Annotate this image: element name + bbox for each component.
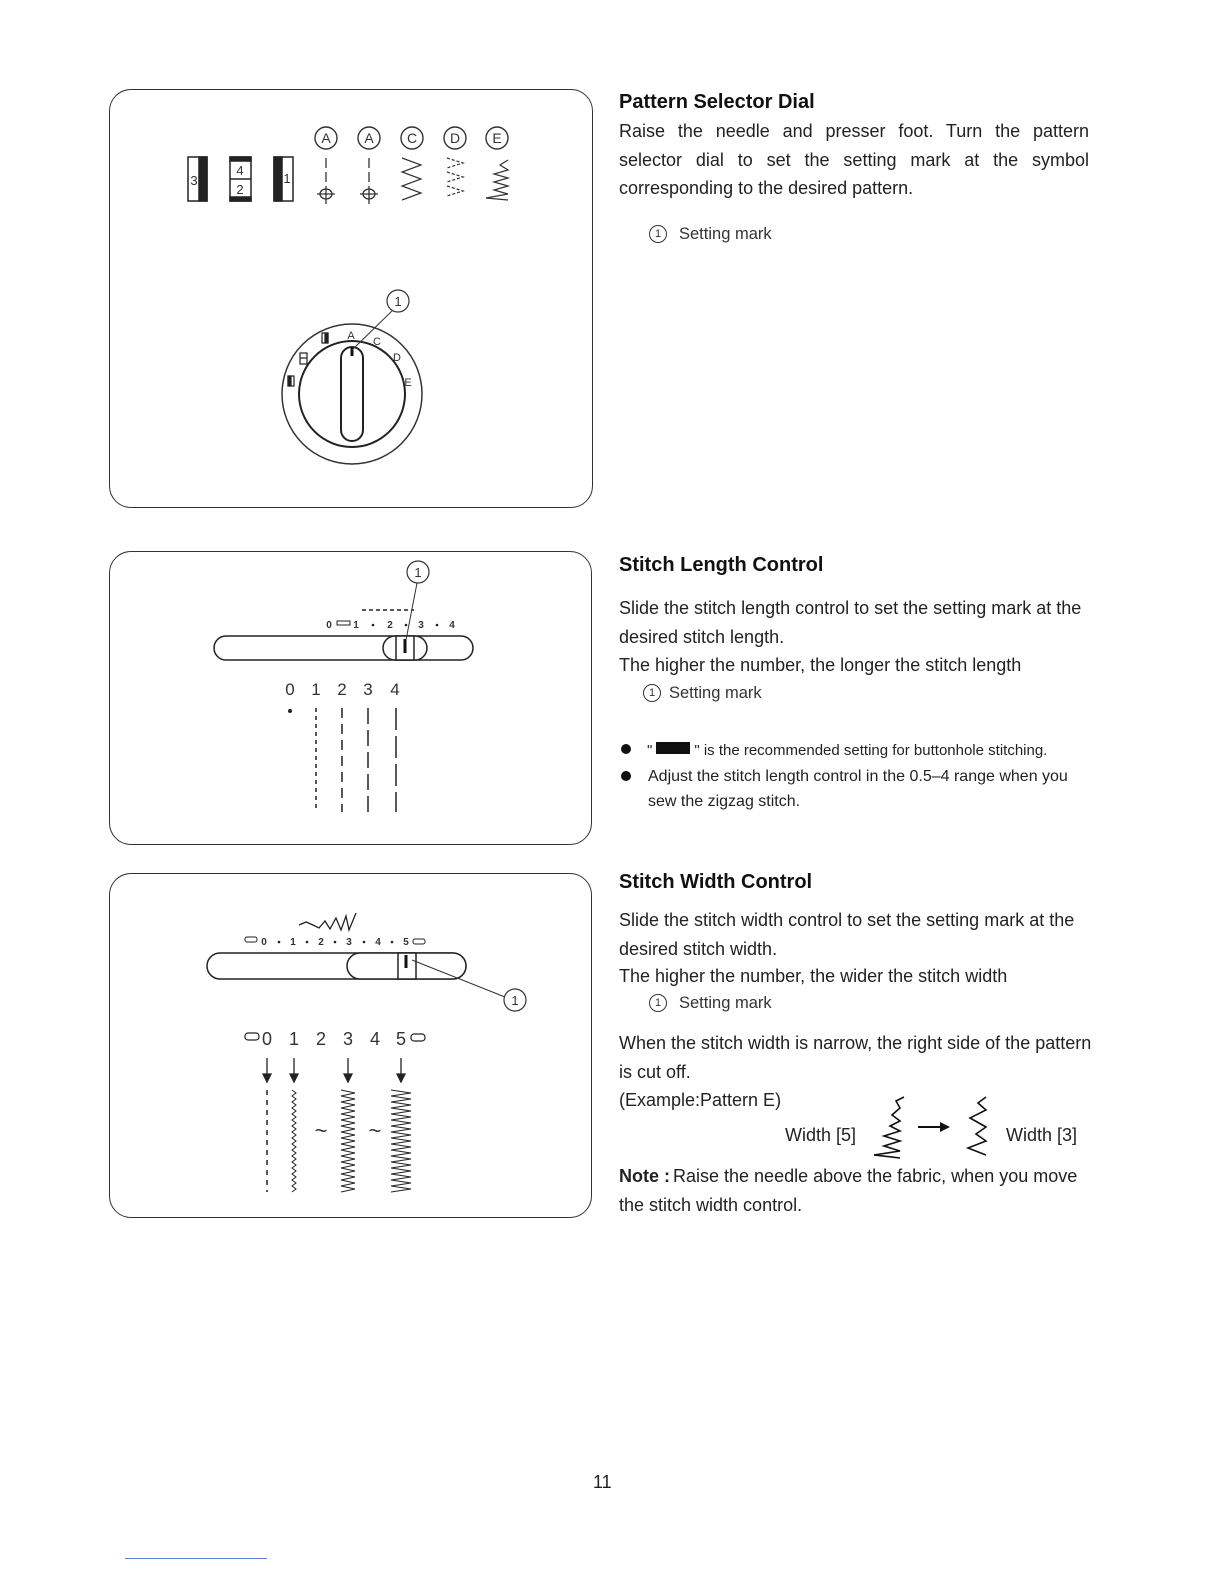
width-scale-0: 0 [261,1029,273,1049]
figure-stitch-length [109,551,592,845]
callout-label: Setting mark [679,994,772,1012]
stitch-length-bullet-1 [621,738,1091,763]
width-scale-small-1: 1 [290,937,296,948]
width-scale-1: 1 [288,1029,300,1049]
bullet-2-text: Adjust the stitch length control in the 0.5–4 range when you sew the zigzag stitch. [648,768,1068,810]
page-number: 11 [593,1472,612,1492]
length-scale-small-2: 2 [387,620,393,631]
stitch-length-callout [643,684,762,703]
zigzag-stitch-symbols [402,158,508,200]
callout-number-1: 1 [649,225,667,243]
pattern-letter-a2: A [364,130,374,146]
buttonhole-setting-icon [656,742,690,754]
pattern-letter-d: D [449,130,461,146]
callout-number-1: 1 [649,994,667,1012]
width-tilde-2: ~ [368,1118,382,1143]
width-scale-small-2: 2 [318,937,324,948]
pattern-selector-body: Raise the needle and presser foot. Turn the pattern selector dial to set the setting mark at the symbol corresponding to the desired pattern. [619,121,1089,198]
length-scale-3: 3 [363,680,373,699]
width-scale-3: 3 [342,1029,354,1049]
footer-rule [125,1558,267,1559]
length-scale-small-4: 4 [449,620,455,631]
buttonhole-step-3: 3 [190,173,198,188]
straight-stitch-symbols [317,158,378,204]
pattern-selector-dial[interactable] [282,324,422,464]
width-scale-small-3: 3 [346,937,352,948]
pattern-letter-c: C [406,130,418,146]
width-scale-4: 4 [369,1029,381,1049]
length-scale-small-0: 0 [326,620,332,631]
length-callout-number: 1 [414,565,422,580]
width-callout-number: 1 [511,993,519,1008]
width-scale-small-5: 5 [403,937,409,948]
length-scale-small-1: 1 [353,620,359,631]
stitch-length-bullet-2 [621,764,1091,814]
width-scale-5: 5 [395,1029,407,1049]
stitch-length-body-1: Slide the stitch length control to set the setting mark at the desired stitch length. [619,598,1082,647]
dial-letter-a: A [347,330,355,342]
stitch-length-title: Stitch Length Control [619,554,824,576]
width-from-label: Width [5] [785,1125,857,1145]
pattern-letter-e: E [492,130,502,146]
pattern-letter-a1: A [321,130,331,146]
buttonhole-step-4: 4 [236,163,244,178]
dial-callout-number: 1 [394,294,402,309]
stitch-width-body-2: The higher the number, the wider the stitch width [619,966,1008,986]
dial-letter-d: D [393,352,401,364]
bullet-1-post: " is the recommended setting for buttonhole stitching. [694,742,1048,759]
stitch-width-title: Stitch Width Control [619,871,813,893]
note-text: Raise the needle above the fabric, when you move the stitch width control. [619,1166,1078,1215]
buttonhole-step-2: 2 [236,182,244,197]
length-scale-1: 1 [311,680,321,699]
buttonhole-step-1: 1 [283,171,291,186]
width-tilde-1: ~ [314,1118,328,1143]
bullet-dot [621,744,631,754]
dial-letter-c: C [373,336,381,348]
note-label-text: Note : [619,1166,670,1186]
pattern-selector-callout [649,225,772,244]
stitch-width-callout [649,994,772,1013]
stitch-width-body-3: When the stitch width is narrow, the right side of the pattern is cut off. [619,1033,1092,1082]
width-scale-small-0: 0 [261,937,267,948]
width-scale-2: 2 [315,1029,327,1049]
bullet-dot [621,771,631,781]
length-scale-small-3: 3 [418,620,424,631]
length-scale-0: 0 [285,680,295,699]
width-to-label: Width [3] [1006,1125,1078,1145]
width-scale-small-4: 4 [375,937,381,948]
example-label: (Example:Pattern E) [619,1090,782,1110]
callout-label: Setting mark [669,684,762,702]
callout-label: Setting mark [679,225,772,243]
callout-number-1: 1 [643,684,661,702]
dial-letter-e: E [404,377,412,389]
stitch-width-body-1: Slide the stitch width control to set the setting mark at the desired stitch width. [619,910,1075,959]
stitch-length-body-2: The higher the number, the longer the stitch length [619,655,1022,675]
length-scale-2: 2 [337,680,347,699]
pattern-selector-title: Pattern Selector Dial [619,91,815,113]
bullet-1-pre: " [647,742,653,759]
length-scale-4: 4 [390,680,400,699]
figure-stitch-width [109,873,592,1218]
